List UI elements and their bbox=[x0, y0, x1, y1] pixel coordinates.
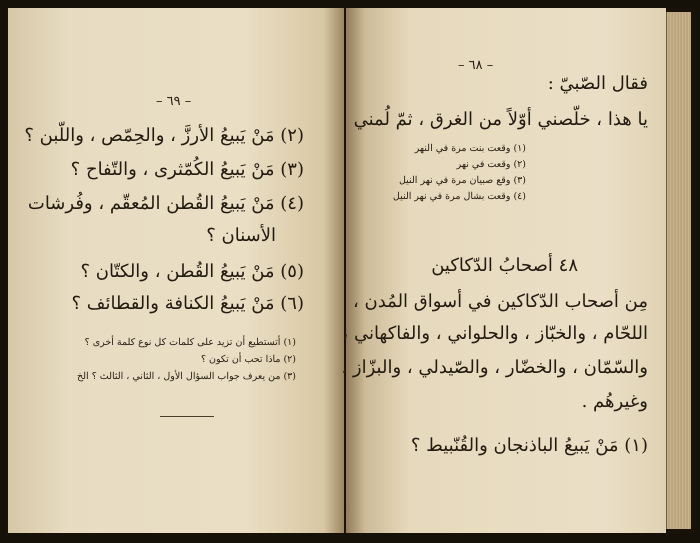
question-line: (٦) مَنْ يَبيعُ الكنافة والقطائف ؟ bbox=[71, 293, 304, 314]
page-number: – ٦٩ – bbox=[156, 94, 192, 109]
lesson-line: وغيرهُم . bbox=[581, 391, 648, 412]
open-book bbox=[6, 8, 694, 533]
page-edges bbox=[666, 12, 691, 529]
left-page bbox=[8, 8, 344, 533]
lesson-line: مِن أصحاب الدّكاكين في أسواق المُدن ، bbox=[352, 291, 648, 312]
text-line: يا هذا ، خلّصني أوّلاً من الغرق ، ثمّ لُمني bbox=[353, 109, 648, 130]
question-line: (٤) مَنْ يَبيعُ القُطن المُعقّم ، وفُرشات bbox=[27, 193, 304, 214]
exercise-line: (٣) من يعرف جواب السؤال الأول ، الثاني ، الثالث ؟ الخ bbox=[77, 371, 296, 382]
text-line: فقال الصّبيّ : bbox=[547, 73, 648, 94]
lesson-heading: ٤٨ أصحابُ الدّكاكين bbox=[431, 255, 578, 276]
exercise-line: (١) أتستطيع أن تزيد على كلمات كل نوع كلمة أخرى ؟ bbox=[84, 337, 296, 348]
question-line: (٥) مَنْ يَبيعُ القُطن ، والكتّان ؟ bbox=[80, 261, 304, 282]
question-line: (٢) مَنْ يَبيعُ الأرزَّ ، والحِمّص ، واللّبن ؟ bbox=[24, 125, 304, 146]
exercise-line: (٢) ماذا تحب أن تكون ؟ bbox=[200, 354, 296, 365]
footnote-line: (١) وقعت بنت مرة في النهر bbox=[414, 143, 526, 154]
lesson-line: اللحّام ، والخبّاز ، والحلواني ، والفاكهاني ، bbox=[342, 323, 648, 344]
footnote-line: (٣) وقع صبيان مرة في نهر النيل bbox=[398, 175, 526, 186]
divider bbox=[160, 416, 214, 417]
page-number: – ٦٨ – bbox=[458, 58, 494, 73]
question-line: (١) مَنْ يَبيعُ الباذنجان والقُنّبيط ؟ bbox=[410, 435, 648, 456]
footnote-line: (٢) وقعت في نهر bbox=[456, 159, 526, 170]
question-line: (٣) مَنْ يَبيعُ الكُمّثرى ، والتّفاح ؟ bbox=[70, 159, 304, 180]
right-page bbox=[341, 8, 666, 533]
footnote-line: (٤) وقعت بشال مرة في نهر النيل bbox=[392, 191, 526, 202]
lesson-line: والسّمّان ، والخضّار ، والصّيدلي ، والبزّاز ، bbox=[341, 357, 648, 378]
question-line: الأسنان ؟ bbox=[206, 225, 276, 246]
